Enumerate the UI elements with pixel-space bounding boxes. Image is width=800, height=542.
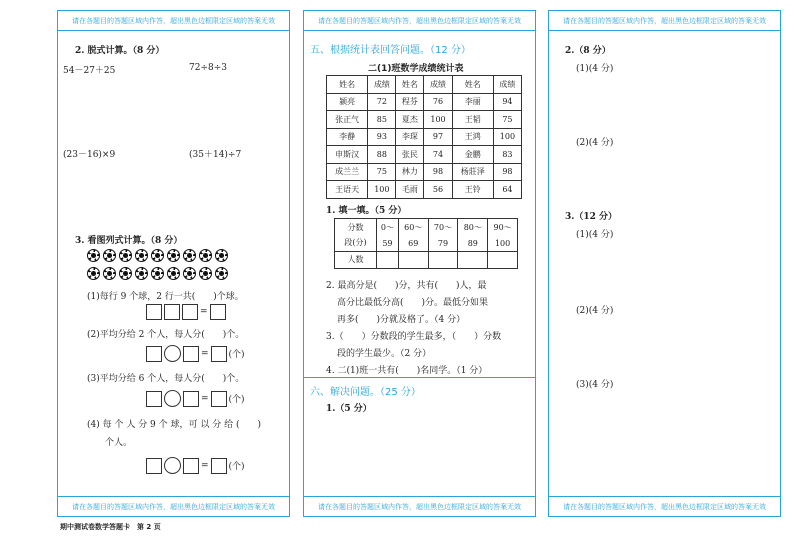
football-row-2 [87, 267, 228, 280]
sub-1: (1)每行 9 个球，2 行一共( )个球。 [87, 292, 244, 302]
warning-bottom: 请在各题目的答题区域内作答，超出黑色边框限定区域的答案无效 [549, 496, 780, 516]
table-title: 二(1)班数学成绩统计表 [368, 64, 464, 74]
football-icon [151, 267, 164, 280]
answer-column-right [548, 10, 781, 517]
table-row: 李静 93 李琛 97 王鸿 100 [327, 128, 522, 146]
warning-top: 请在各题目的答题区域内作答，超出黑色边框限定区域的答案无效 [304, 11, 535, 31]
divider [304, 377, 535, 378]
range-table: 分数 段(分) 0～ 60～ 70～ 80～ 90～ 59 69 79 89 100 人数 [334, 218, 518, 269]
sub-2: (2)平均分给 2 个人，每人分( )个。 [87, 330, 245, 340]
equation-4[interactable]: = (个) [146, 457, 245, 474]
r-q2-2: (2)(4 分) [576, 138, 614, 148]
football-icon [183, 249, 196, 262]
answer-column-middle [303, 10, 536, 517]
football-icon [167, 249, 180, 262]
q2-title: 2. 脱式计算。（8 分） [75, 46, 165, 56]
q4-line: 4. 二(1)班一共有( )名同学。（1 分） [326, 366, 488, 376]
section6-heading: 六、解决问题。（25 分） [310, 387, 421, 398]
warning-top: 请在各题目的答题区域内作答，超出黑色边框限定区域的答案无效 [549, 11, 780, 31]
football-icon [103, 267, 116, 280]
sub-3: (3)平均分给 6 个人，每人分( )个。 [87, 374, 245, 384]
football-icon [215, 249, 228, 262]
warning-bottom: 请在各题目的答题区域内作答，超出黑色边框限定区域的答案无效 [58, 496, 289, 516]
section5-heading: 五、根据统计表回答问题。（12 分） [310, 45, 471, 56]
equation-3[interactable]: = (个) [146, 390, 245, 407]
table-row: 张正气 85 夏杰 100 王韬 75 [327, 111, 522, 129]
q3-title: 3. 看图列式计算。（8 分） [75, 236, 183, 246]
r-q2: 2.（8 分） [565, 46, 611, 56]
football-icon [199, 267, 212, 280]
s6-q1: 1.（5 分） [326, 404, 372, 414]
equation-1[interactable]: = [146, 304, 226, 320]
table-row: 申斯汉 88 张民 74 金鹏 83 [327, 146, 522, 164]
table-row: 成兰兰 75 林力 98 杨莊泽 98 [327, 163, 522, 181]
football-icon [199, 249, 212, 262]
football-icon [135, 267, 148, 280]
calc-3: (23－16)×9 [63, 150, 116, 160]
score-table [326, 75, 522, 199]
warning-top: 请在各题目的答题区域内作答，超出黑色边框限定区域的答案无效 [58, 11, 289, 31]
fill-title: 1. 填一填。（5 分） [326, 206, 407, 216]
football-icon [215, 267, 228, 280]
calc-2: 72÷8÷3 [189, 63, 227, 73]
count-row: 人数 [335, 252, 518, 269]
calc-4: (35＋14)÷7 [189, 150, 242, 160]
football-icon [87, 267, 100, 280]
q3-line-b: 段的学生最少。（2 分） [337, 349, 432, 359]
r-q3-1: (1)(4 分) [576, 230, 614, 240]
football-icon [87, 249, 100, 262]
r-q3: 3.（12 分） [565, 212, 618, 222]
q2-line-b: 高分比最低分高( )分。最低分如果 [337, 298, 489, 308]
q3-line-a: 3.（ ）分数段的学生最多，（ ）分数 [326, 332, 502, 342]
football-icon [151, 249, 164, 262]
table-row: 颍亮 72 程芬 76 李丽 94 [327, 93, 522, 111]
football-icon [167, 267, 180, 280]
q2-line-a: 2. 最高分是( )分，共有( )人，最 [326, 281, 487, 291]
q2-line-c: 再多( )分就及格了。（4 分） [337, 315, 466, 325]
page-footer: 期中测试卷数学答题卡 第 2 页 [60, 523, 161, 531]
football-icon [119, 249, 132, 262]
football-icon [135, 249, 148, 262]
warning-bottom: 请在各题目的答题区域内作答，超出黑色边框限定区域的答案无效 [304, 496, 535, 516]
football-icon [183, 267, 196, 280]
answer-column-left [57, 10, 290, 517]
r-q3-3: (3)(4 分) [576, 380, 614, 390]
table-header-row: 姓名 成绩 姓名 成绩 姓名 成绩 [327, 76, 522, 94]
football-icon [119, 267, 132, 280]
sub-4a: (4) 每 个 人 分 9 个 球，可 以 分 给 ( ) [87, 420, 261, 430]
calc-1: 54－27＋25 [63, 66, 116, 76]
table-row: 王语天 100 毛雨 56 王铃 64 [327, 181, 522, 199]
football-row-1 [87, 249, 228, 262]
equation-2[interactable]: = (个) [146, 345, 245, 362]
sub-4b: 个人。 [105, 438, 133, 448]
r-q2-1: (1)(4 分) [576, 64, 614, 74]
football-icon [103, 249, 116, 262]
r-q3-2: (2)(4 分) [576, 306, 614, 316]
